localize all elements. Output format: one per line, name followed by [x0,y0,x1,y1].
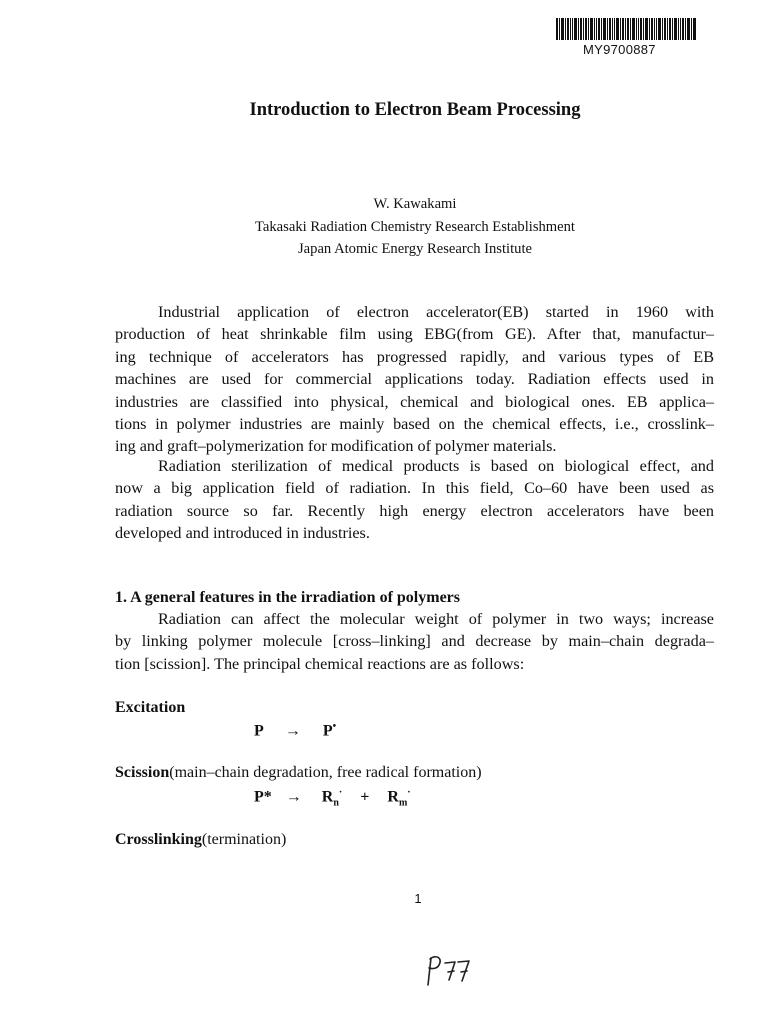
text-line: ing technique of accelerators has progressed rapidly, and various types of EB [115,347,714,366]
crosslinking-label: Crosslinking [115,831,202,848]
text-line: by linking polymer molecule [cross–linking] and decrease by main–chain degrada– [115,632,714,651]
text-line: production of heat shrinkable film using EBG(from GE). After that, manufactur– [115,325,714,344]
text-line: radiation source so far. Recently high energy electron accelerators have been [115,501,714,520]
radical-rm: R [387,788,399,806]
radical-rn-sup: · [338,787,343,798]
page-number: 1 [414,891,422,906]
arrow-icon: → [284,722,301,740]
crosslinking-label-description: (termination) [201,831,287,848]
text-line: Industrial application of electron accelerator(EB) started in 1960 with [158,303,714,321]
plus-sign: + [360,788,370,806]
scission-label: Scission [115,764,170,781]
equation-lhs: P* [254,788,272,806]
scission-equation [254,787,411,809]
text-line: developed and introduced in industries. [115,524,370,543]
radical-rm-sub: m [398,797,408,809]
handwritten-mark [424,950,474,988]
arrow-icon: → [285,788,302,806]
text-line: industries are classified into physical, chemical and biological ones. EB applica– [115,392,714,411]
paragraph-section-1 [115,608,714,675]
paragraph-sterilization [115,455,714,545]
page-title: Introduction to Electron Beam Processing [249,100,581,120]
text-line: tion [scission]. The principal chemical reactions are as follows: [115,654,525,673]
author-affiliation-2: Japan Atomic Energy Research Institute [298,241,532,257]
radical-rn-sub: n [333,797,339,809]
barcode [556,18,696,40]
author-name: W. Kawakami [373,196,457,212]
text-line: Radiation sterilization of medical products is based on biological effect, and [158,457,714,475]
excitation-equation [254,721,336,740]
author-block [0,193,768,261]
radical-rm-sup: · [407,787,411,798]
excitation-label: Excitation [115,699,186,716]
text-line: tions in polymer industries are mainly based on the chemical effects, i.e., crosslink– [115,415,714,434]
crosslinking-label-line [115,831,286,849]
equation-rhs-sup: • [332,721,337,732]
equation-lhs: P [254,722,263,740]
text-line: Radiation can affect the molecular weight of polymer in two ways; increase [158,610,714,628]
paragraph-intro [115,301,714,458]
text-line: now a big application field of radiation. In this field, Co–60 have been used as [115,479,714,498]
radical-rn: R [321,788,334,806]
scission-label-description: (main–chain degradation, free radical formation) [169,764,482,781]
document-id: MY9700887 [583,42,656,57]
author-affiliation-1: Takasaki Radiation Chemistry Research Establishment [255,218,575,235]
equation-rhs: P [322,722,333,740]
section-heading: 1. A general features in the irradiation of polymers [115,589,460,606]
text-line: machines are used for commercial applications today. Radiation effects used in [115,370,714,389]
scission-label-line [115,764,482,782]
text-line: ing and graft–polymerization for modification of polymer materials. [115,437,557,456]
